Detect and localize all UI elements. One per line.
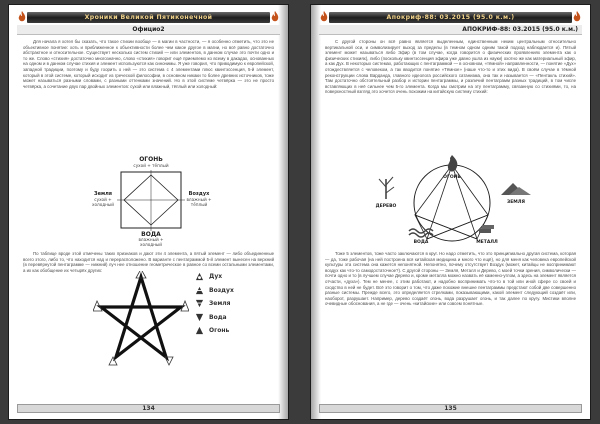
wuxing-cycle-diagram (341, 155, 563, 247)
paragraph: Тоже 5 элементов, тоже часто заключаются в круг. Но надо отметить, что это принципиально другая система, которая — да, тоже рабочая (на ней построена вся китайская медицина и много что ещё), но для меня как человека европейской культуры эта система она кажется непонятной. Непонятно, почему отсутствует Воздух (может, китайцы не воспринимают воздух как что-то самодостаточное?). С другой стороны — Земля, Металл и Дерево, с моей точки зрения, символически — почти одно и то (в лучшем случае Дерево и, кроме металла можно назвать её каменно-углом, а здесь на элемент является отчасти, «духа»). Тем не менее, с этим работают, и надобно воспринимать что-то в той или иной сфере со своей и сходство в ней не будет. Всё это говорит о том, что даже похожие внешне пентаграммы предстают собой две совершенно разные системы. Прежде всего, это определяется стрелками, показывающими, какой элемент следующий создаёт или, наоборот, разрушает. Например, дерево создаёт огонь, вода разрушает огонь, и так далее по кругу. Мистики вполне очевидные обоснования, а не где — очень «китайские» или совсем понятные. (325, 251, 576, 307)
page-number: 135 (319, 404, 582, 413)
cycle-label-water: ВОДА (413, 240, 429, 245)
legend-label: Вода (209, 313, 227, 321)
page-gutter-shadow (311, 5, 321, 419)
body-text (23, 39, 274, 89)
legend-label: Дух (209, 273, 223, 281)
diagram-sublabel-air-2: тёплый (190, 202, 208, 207)
paragraph: С другой стороны он всё равно является выделенным, единственным неким центральным относительно вертикальной оси, и символизирует выход за пределы (в темном одном одним такой подход наблюдается и). Пятый элемент может называться либо Эфир (в том случае, когда говорится о физических проявлениях элемента как о физических стихиях), либо (поскольку квинтэссенция эфира уже давно ушла из науки) охотно же как материальный эфир, а как Дух. В некоторых системах, работающих с пентаграммой — в основном, «тёмной» направленности, — понятие «Дух» отождествляется с человеком, а так вводится понятие «Тёмное» (наше что-то и этих вида). В своём случае в тёмной реконструкции слова Варданда, главного идеолога российского сатанизма, она так и называется — «Пентакль стихий». Там достаточно обстоятельный разбор и истории пентаграммы, и различий пентаграмм разных традиций, в том числе вставляющих в неё сильнее чем 5-го элемента. Когда мы смотрим на эту пентаграмму, связанную со стихиями, то, на поверхностный взгляд это хочется очень похожим на китайскую систему стихий: (325, 39, 576, 95)
cycle-label-wood: ДЕРЕВО (375, 204, 397, 209)
pentagram-legend (195, 270, 255, 338)
page-gutter-shadow (278, 5, 288, 419)
flame-icon (572, 11, 582, 23)
diagram-sublabel-earth-2: холодный (92, 202, 114, 207)
water-wave-icon (409, 229, 433, 237)
elements-square-diagram (87, 155, 215, 247)
earth-symbol-icon (195, 299, 204, 308)
flame-icon (17, 11, 27, 23)
tree-icon (379, 177, 394, 199)
diagram-label-water: ВОДА (141, 231, 161, 238)
page-header (319, 11, 582, 23)
cycle-label-metal: МЕТАЛЛ (476, 240, 498, 245)
legend-label: Земля (209, 300, 231, 308)
legend-item-fire (195, 324, 255, 338)
page-header-title: Хроники Великой Пятиконечной (27, 12, 270, 23)
body-text (325, 39, 576, 95)
diagram-sublabel-fire: сухой + тёплый (133, 163, 169, 168)
body-text (325, 251, 576, 307)
diagram-label-fire: ОГОНЬ (139, 156, 163, 163)
page-header-title: Апокриф-88: 03.2015 (95.0 к.м.) (329, 12, 572, 23)
diagram-label-earth: Земля (94, 191, 112, 197)
legend-label: Огонь (209, 327, 230, 335)
paragraph: Для начала я хотел бы сказать, что такое стихии вообще — в магии в частности, — я особенно отметить, что это не объективное понятие: хоть и приближенное к объективности более чем какое другое в магии, но всё равно достаточно абстрактное и относительное. Существует несколько систем стихий — или элементов, в данном случае это почти одно и то же. Слово «стихия» достаточно многозначно, слово «стихия» говорит ещё приемлемо ко всему в дакадах, основанных на одном и в данном случае стихия и элемент используются как синонимы. Я уже говорил, что приводимую к европейской, западной традиции, поэтому и буду гоорить о ней — это система с 4 элементами плюс квинтэссенция, 5-й элемент, который в этой системе, который исходит из греческой философии, в основном никаки то более древних источников, тоже может называться разными словами, с разными оттенками значений. Но в этой системе четвёрка — это не просто четвёрка, а сочетание двух пар двойных элементов: сухой или влажный, тёплый или холодный: (23, 39, 274, 89)
fire-icon (448, 155, 458, 172)
legend-item-air (195, 284, 255, 298)
legend-item-earth (195, 297, 255, 311)
diagram-label-air: Воздух (188, 191, 210, 197)
spirit-symbol-icon (195, 272, 204, 281)
section-title: АПОКРИФ-88: 03.2015 (95.0 к.м.) (319, 25, 582, 35)
pentagram-diagram (93, 271, 189, 367)
diagram-sublabel-air: влажный + (186, 197, 212, 202)
legend-label: Воздух (209, 286, 234, 294)
diagram-sublabel-water: влажный + (138, 237, 164, 242)
legend-item-spirit (195, 270, 255, 284)
left-page (8, 4, 289, 420)
fire-symbol-icon (195, 326, 204, 335)
cycle-label-fire: ОГОНЬ (443, 175, 461, 180)
air-symbol-icon (195, 286, 204, 295)
page-number: 134 (17, 404, 280, 413)
cycle-label-earth: ЗЕМЛЯ (507, 200, 525, 205)
page-header (17, 11, 280, 23)
diagram-sublabel-earth: сухой + (94, 197, 112, 202)
diagram-sublabel-water-2: холодный (140, 242, 162, 247)
mountain-icon (501, 183, 531, 195)
metal-bars-icon (479, 225, 494, 233)
section-title: Официо2 (17, 25, 280, 35)
flame-icon (270, 11, 280, 23)
paragraph: По таблице вроде этой отмечены таких признаков и дают эти 4 элемента, а пятый элемент — либо объединенные всего этого, либо то, что находится над и перерасположено. В варианте с пентаграммой 5-й элемент вынесен на верхний (в перевёрнутой пентаграмме — нижний) луч нее отношение геометрическое в равное со всеми остальными элементами, а их как обобщение их четырёх других: (23, 251, 274, 273)
flame-icon (319, 11, 329, 23)
water-symbol-icon (195, 313, 204, 322)
right-page (310, 4, 591, 420)
legend-item-water (195, 311, 255, 325)
